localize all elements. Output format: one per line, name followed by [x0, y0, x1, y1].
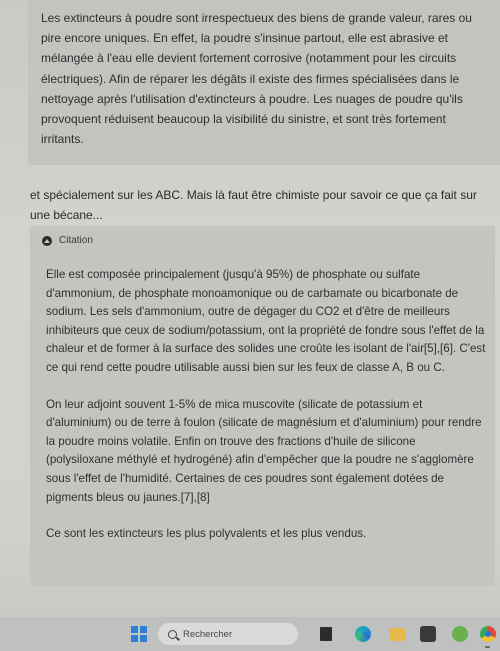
taskbar-search[interactable] [158, 623, 298, 645]
collapse-icon[interactable] [42, 236, 52, 246]
task-view-icon[interactable] [320, 627, 332, 641]
file-explorer-icon[interactable] [389, 628, 405, 641]
citation-label: Citation [59, 235, 93, 246]
quoted-block-top [28, 0, 500, 165]
windows-start-icon[interactable] [131, 626, 147, 642]
quoted-text: Les extincteurs à poudre sont irrespectueux des biens de grande valeur, rares ou pire encore uniques. En effet, la poudre s'insinue partout, elle est abrasive et mélangée à l'eau elle devient fortement corrosive (notamment pour les circuits électriques). Afin de réparer les dégâts il existe des firmes spécialisées dans le nettoyage après l'utilisation d'extincteurs à poudre. Les nuages de poudre qu'ils provoquent réduisent beaucoup la visibilité du sinistre, et sont très fortement irritants. [41, 11, 472, 147]
edge-icon[interactable] [355, 626, 371, 642]
active-app-indicator [485, 646, 490, 648]
store-icon[interactable] [420, 626, 436, 642]
search-placeholder: Rechercher [183, 628, 233, 640]
citation-block [30, 226, 495, 586]
taskbar [0, 617, 500, 651]
citation-header[interactable] [42, 235, 93, 246]
citation-paragraph-1: Elle est composée principalement (jusqu'à 95%) de phosphate ou sulfate d'ammonium, de phosphate monoamonique ou de carbamate ou bicarbonate de sodium. Les sels d'ammonium, outre de dégager du CO2 et d'être de meilleurs inhibiteurs que ceux de sodium/potassium, ont la propriété de fondre sous l'effet de la chaleur et de former à la surface des solides une croûte les isolant de l'air[5],[6]. C'est ce qui rend cette poudre utilisable aussi bien sur les feux de classe A, B ou C. [46, 268, 486, 374]
citation-paragraph-3: Ce sont les extincteurs les plus polyvalents et les plus vendus. [46, 527, 367, 541]
post-text: et spécialement sur les ABC. Mais là faut être chimiste pour savoir ce que ça fait sur une bécane... [30, 188, 477, 222]
search-icon [168, 630, 177, 639]
app-icon[interactable] [452, 626, 468, 642]
citation-paragraph-2: On leur adjoint souvent 1-5% de mica muscovite (silicate de potassium et d'aluminium) ou de terre à foulon (silicate de magnésium et d'aluminium) pour rendre la poudre moins volatile. Enfin on trouve des fractions d'huile de silicone (polysiloxane méthylé et hydrogéné) afin d'empêcher que la poudre ne s'agglomère sous l'effet de l'humidité. Certaines de ces poudres sont également dotées de pigments bleus ou jaunes.[7],[8] [46, 397, 482, 504]
chrome-icon[interactable] [480, 626, 496, 642]
citation-body [46, 266, 486, 544]
